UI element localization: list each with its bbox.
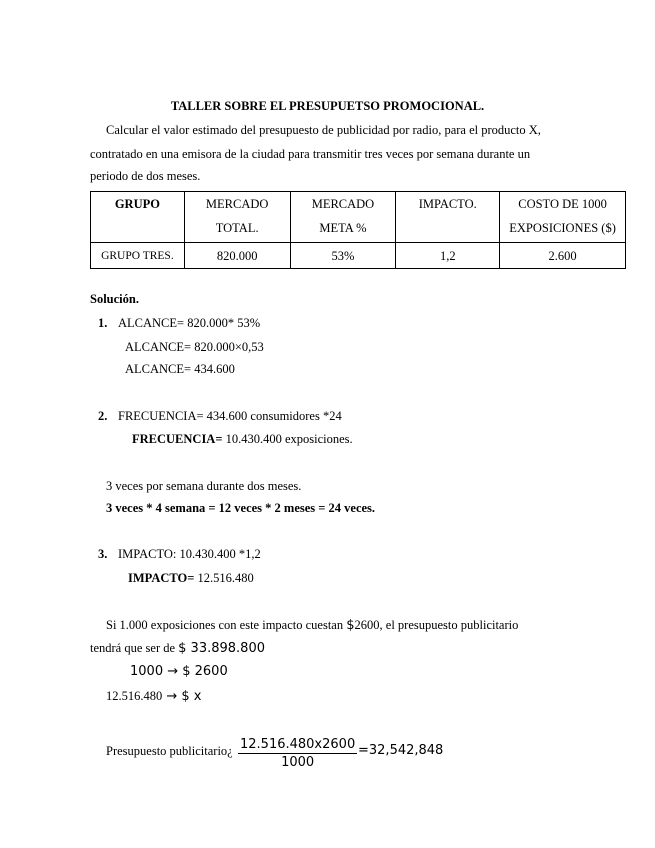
rule-arrow-x: → $ x xyxy=(162,689,202,704)
header-mercado-total: MERCADO TOTAL. xyxy=(184,192,290,243)
solution-heading: Solución. xyxy=(90,292,139,306)
header-mercado-meta: MERCADO META % xyxy=(290,192,396,243)
rule-of-three-line-2 xyxy=(106,688,202,705)
alcance-line-2: ALCANCE= 820.000×0,53 xyxy=(125,340,264,354)
cell-costo: 2.600 xyxy=(500,243,626,269)
frecuencia-line-2 xyxy=(132,431,353,447)
frecuencia-label: FRECUENCIA= xyxy=(132,432,223,446)
cell-grupo: GRUPO TRES. xyxy=(91,243,185,269)
intro-line-1: Calcular el valor estimado del presupuesto de publicidad por radio, para el producto X, xyxy=(106,123,541,137)
budget-dollar: $ xyxy=(346,618,355,633)
formula-label: Presupuesto publicitario¿ xyxy=(106,744,233,758)
impacto-number: 3. xyxy=(98,547,108,561)
document-title: TALLER SOBRE EL PRESUPUETSO PROMOCIONAL. xyxy=(170,99,485,113)
formula-numerator: 12.516.480x2600 xyxy=(240,737,356,752)
cell-mercado-total: 820.000 xyxy=(184,243,290,269)
header-impacto: IMPACTO. xyxy=(396,192,500,243)
budget-table xyxy=(90,191,626,269)
alcance-line-1: ALCANCE= 820.000* 53% xyxy=(118,316,261,330)
budget-text-tendra: tendrá que ser de xyxy=(90,641,179,655)
rule-of-three-line-1: 1000 → $ 2600 xyxy=(130,664,228,679)
intro-line-3: periodo de dos meses. xyxy=(90,169,201,183)
header-costo: COSTO DE 1000 EXPOSICIONES ($) xyxy=(500,192,626,243)
frecuencia-value: 10.430.400 exposiciones. xyxy=(222,432,353,446)
alcance-line-3: ALCANCE= 434.600 xyxy=(125,362,235,376)
rule-value: 12.516.480 xyxy=(106,689,163,703)
budget-line-1 xyxy=(106,617,518,634)
formula-fraction xyxy=(238,736,357,771)
budget-text-a: Si 1.000 exposiciones con este impacto cuestan xyxy=(106,618,347,632)
budget-text-c: 2600, el presupuesto publicitario xyxy=(354,618,519,632)
formula-denominator: 1000 xyxy=(281,755,315,770)
impacto-value: 12.516.480 xyxy=(194,571,254,585)
cell-mercado-meta: 53% xyxy=(290,243,396,269)
budget-line-2 xyxy=(90,640,265,657)
header-grupo: GRUPO xyxy=(91,192,185,243)
intro-line-2: contratado en una emisora de la ciudad para transmitir tres veces por semana durante un xyxy=(90,147,531,161)
veces-line-2: 3 veces * 4 semana = 12 veces * 2 meses = 24 veces. xyxy=(106,501,376,515)
formula-result: =32,542,848 xyxy=(358,743,444,758)
veces-line-1: 3 veces por semana durante dos meses. xyxy=(106,479,302,493)
impacto-line-1: IMPACTO: 10.430.400 *1,2 xyxy=(118,547,261,561)
table-row xyxy=(91,243,626,269)
frecuencia-number: 2. xyxy=(98,409,108,423)
alcance-number: 1. xyxy=(98,316,108,330)
impacto-label: IMPACTO= xyxy=(128,571,195,585)
table-header-row xyxy=(91,192,626,243)
budget-total-value: $ 33.898.800 xyxy=(178,641,265,656)
cell-impacto: 1,2 xyxy=(396,243,500,269)
frecuencia-line-1: FRECUENCIA= 434.600 consumidores *24 xyxy=(118,409,342,423)
impacto-line-2 xyxy=(128,570,254,586)
